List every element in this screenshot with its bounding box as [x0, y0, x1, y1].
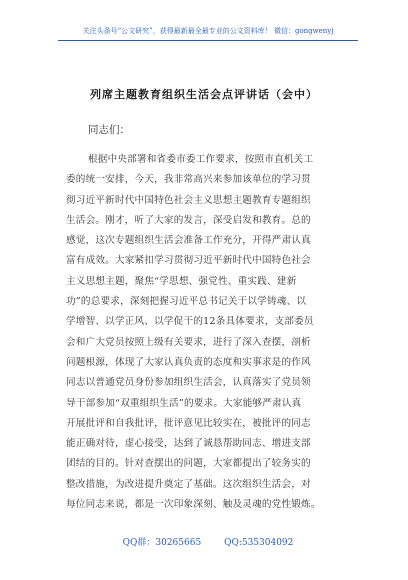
body-line: 开展批评和自我批评，批评意见比较实在，被批评的同志 — [66, 417, 311, 429]
body-line: 生活会。刚才，听了大家的发言，深受启发和教育。总的 — [66, 214, 311, 226]
footer-contact — [58, 535, 358, 548]
body-line: 整改措施，为改进提升奠定了基础。这次组织生活会，对 — [66, 478, 311, 490]
document-body — [66, 150, 360, 515]
greeting: 同志们： — [88, 124, 130, 136]
body-line: 学增智、以学正风、以学促干的12条具体要求，支部委员 — [66, 316, 314, 328]
body-line: 能正确对待，虚心接受，达到了诚恳帮助同志、增进支部 — [66, 438, 311, 450]
body-line: 根据中央部署和省委市委工作要求，按照市直机关工 — [88, 154, 314, 165]
header-divider — [58, 40, 358, 41]
header-banner: 关注头条号“公文研究”，获得最新最全最专业的公文资料库！ 微信：gongwenyj — [82, 27, 334, 35]
qq-number-text: QQ:535304092 — [224, 538, 294, 548]
body-line: 每位同志来说，都是一次印象深刻、触及灵魂的党性锻炼。 — [66, 499, 321, 511]
body-line: 团结的目的。针对查摆出的问题，大家都提出了较务实的 — [66, 458, 311, 470]
body-line: 富有成效。大家紧扣学习贯彻习近平新时代中国特色社会 — [66, 255, 311, 267]
body-line: 导干部参加“双重组织生活”的要求。大家能够严肃认真 — [66, 397, 302, 409]
body-line: 问题根源，体现了大家认真负责的态度和实事求是的作风 — [66, 356, 311, 368]
body-line: 彻习近平新时代中国特色社会主义思想主题教育专题组织 — [66, 194, 311, 206]
body-line: 同志以普通党员身份参加组织生活会，认真落实了党员领 — [66, 377, 311, 389]
document-title: 列席主题教育组织生活会点评讲话（会中） — [90, 88, 318, 101]
body-line: 感觉，这次专题组织生活会准备工作充分，开得严肃认真 — [66, 235, 311, 247]
body-line: 主义思想主题，聚焦“学思想、强党性、重实践、建新 — [66, 275, 297, 287]
body-line: 功”的总要求，深刻把握习近平总书记关于以学铸魂、以 — [66, 296, 307, 308]
body-line: 会和广大党员按照上级有关要求，进行了深入查摆，剖析 — [66, 336, 311, 348]
qq-group-text: QQ群：30265665 — [122, 538, 202, 548]
body-line: 委的统一安排，今天，我非常高兴来参加该单位的学习贯 — [66, 174, 311, 186]
